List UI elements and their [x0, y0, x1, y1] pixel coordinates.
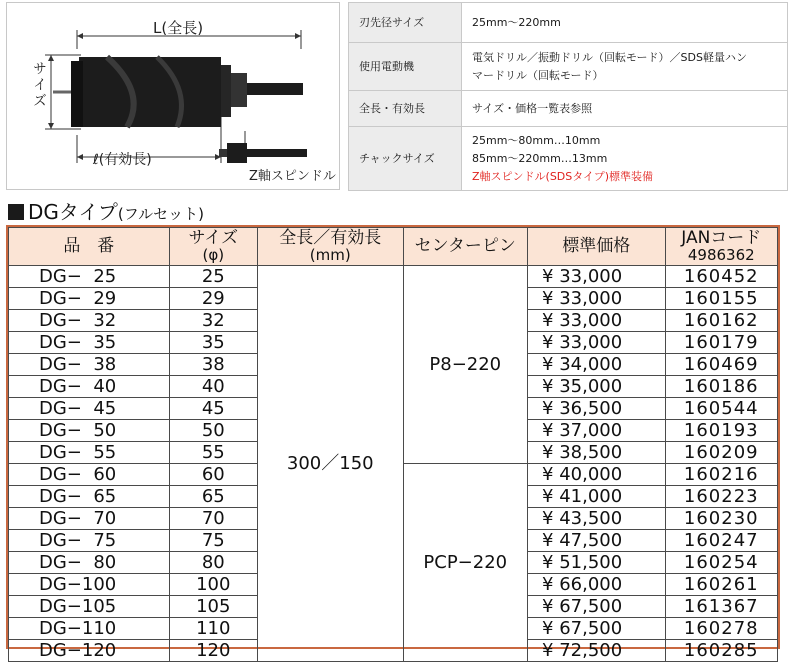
size-cell: 75 [169, 530, 257, 552]
section-title-text: DGタイプ [28, 200, 118, 224]
price-cell: ¥ 67,500 [528, 596, 666, 618]
model-cell: DG− 50 [9, 420, 170, 442]
model-cell: DG− 75 [9, 530, 170, 552]
model-cell: DG−100 [9, 574, 170, 596]
spec-row [349, 3, 788, 43]
model-cell: DG− 38 [9, 354, 170, 376]
size-cell: 25 [169, 266, 257, 288]
spec-line: 電気ドリル／振動ドリル（回転モード）／SDS軽量ハン [472, 50, 747, 64]
model-cell: DG− 60 [9, 464, 170, 486]
price-table-body [9, 266, 778, 662]
spindle-label: Z軸スピンドル [249, 169, 336, 184]
size-cell: 40 [169, 376, 257, 398]
price-cell: ¥ 36,500 [528, 398, 666, 420]
header-length-unit: (mm) [309, 245, 351, 264]
square-bullet-icon [8, 204, 24, 220]
model-cell: DG− 25 [9, 266, 170, 288]
size-label: サイズ [31, 61, 47, 109]
header-model: 品 番 [9, 228, 170, 266]
length-cell: 300／150 [257, 266, 403, 662]
jan-cell: 160216 [665, 464, 777, 486]
header-size [169, 228, 257, 266]
header-jan-label: JANコード [681, 227, 762, 248]
spec-row [349, 127, 788, 191]
price-table [8, 227, 778, 662]
header-size-unit: (φ) [202, 245, 225, 264]
price-cell: ¥ 72,500 [528, 640, 666, 662]
spec-value [462, 3, 788, 43]
jan-cell: 160230 [665, 508, 777, 530]
size-cell: 70 [169, 508, 257, 530]
model-cell: DG−105 [9, 596, 170, 618]
header-length-label: 全長／有効長 [279, 227, 382, 248]
jan-cell: 160193 [665, 420, 777, 442]
price-cell: ¥ 33,000 [528, 266, 666, 288]
price-cell: ¥ 41,000 [528, 486, 666, 508]
size-cell: 60 [169, 464, 257, 486]
jan-cell: 160162 [665, 310, 777, 332]
header-size-label: サイズ [188, 227, 239, 248]
jan-cell: 160544 [665, 398, 777, 420]
length-label: L(全長) [153, 19, 204, 37]
product-diagram [6, 2, 340, 190]
size-cell: 38 [169, 354, 257, 376]
price-cell: ¥ 40,000 [528, 464, 666, 486]
price-cell: ¥ 33,000 [528, 288, 666, 310]
size-cell: 55 [169, 442, 257, 464]
price-table-frame [6, 225, 780, 661]
price-cell: ¥ 66,000 [528, 574, 666, 596]
spec-label: 刃先径サイズ [349, 3, 462, 43]
spec-table [348, 2, 788, 191]
jan-cell: 161367 [665, 596, 777, 618]
price-cell: ¥ 67,500 [528, 618, 666, 640]
spec-label: 使用電動機 [349, 43, 462, 91]
header-price: 標準価格 [528, 228, 666, 266]
header-length [257, 228, 403, 266]
spec-line: マードリル（回転モード） [472, 68, 604, 82]
section-subtitle: (フルセット) [117, 205, 205, 223]
spec-row [349, 91, 788, 127]
model-cell: DG− 80 [9, 552, 170, 574]
center-pin-cell: P8−220 [403, 266, 527, 464]
size-cell: 110 [169, 618, 257, 640]
table-row [9, 266, 778, 288]
price-cell: ¥ 35,000 [528, 376, 666, 398]
center-pin-cell: PCP−220 [403, 464, 527, 662]
spec-line: サイズ・価格一覧表参照 [472, 101, 593, 115]
spec-label: チャックサイズ [349, 127, 462, 191]
model-cell: DG− 35 [9, 332, 170, 354]
header-jan [665, 228, 777, 266]
model-cell: DG−120 [9, 640, 170, 662]
jan-cell: 160186 [665, 376, 777, 398]
jan-cell: 160469 [665, 354, 777, 376]
price-cell: ¥ 47,500 [528, 530, 666, 552]
spec-value [462, 91, 788, 127]
model-cell: DG− 45 [9, 398, 170, 420]
size-cell: 50 [169, 420, 257, 442]
jan-cell: 160278 [665, 618, 777, 640]
header-jan-prefix: 4986362 [687, 245, 755, 264]
spec-line: 25mm～220mm [472, 15, 561, 29]
jan-cell: 160261 [665, 574, 777, 596]
jan-cell: 160223 [665, 486, 777, 508]
price-cell: ¥ 51,500 [528, 552, 666, 574]
size-cell: 32 [169, 310, 257, 332]
spec-label: 全長・有効長 [349, 91, 462, 127]
header-center-pin: センターピン [403, 228, 527, 266]
size-cell: 29 [169, 288, 257, 310]
size-cell: 100 [169, 574, 257, 596]
model-cell: DG−110 [9, 618, 170, 640]
spec-line: 25mm～80mm…10mm [472, 133, 601, 147]
jan-cell: 160254 [665, 552, 777, 574]
spec-row [349, 43, 788, 91]
spec-value [462, 43, 788, 91]
spec-value [462, 127, 788, 191]
price-cell: ¥ 38,500 [528, 442, 666, 464]
size-cell: 45 [169, 398, 257, 420]
section-title [8, 196, 204, 225]
model-cell: DG− 55 [9, 442, 170, 464]
model-cell: DG− 32 [9, 310, 170, 332]
price-cell: ¥ 34,000 [528, 354, 666, 376]
jan-cell: 160452 [665, 266, 777, 288]
price-cell: ¥ 43,500 [528, 508, 666, 530]
model-cell: DG− 65 [9, 486, 170, 508]
size-cell: 105 [169, 596, 257, 618]
header-row [9, 228, 778, 266]
jan-cell: 160247 [665, 530, 777, 552]
price-cell: ¥ 37,000 [528, 420, 666, 442]
model-cell: DG− 40 [9, 376, 170, 398]
model-cell: DG− 29 [9, 288, 170, 310]
effective-length-label: ℓ(有効長) [93, 152, 152, 168]
jan-cell: 160285 [665, 640, 777, 662]
size-cell: 35 [169, 332, 257, 354]
size-cell: 120 [169, 640, 257, 662]
size-cell: 65 [169, 486, 257, 508]
price-cell: ¥ 33,000 [528, 332, 666, 354]
jan-cell: 160179 [665, 332, 777, 354]
jan-cell: 160209 [665, 442, 777, 464]
jan-cell: 160155 [665, 288, 777, 310]
spec-line: 85mm～220mm…13mm [472, 151, 608, 165]
size-cell: 80 [169, 552, 257, 574]
spec-note: Z軸スピンドル(SDSタイプ)標準装備 [472, 169, 654, 183]
price-cell: ¥ 33,000 [528, 310, 666, 332]
model-cell: DG− 70 [9, 508, 170, 530]
